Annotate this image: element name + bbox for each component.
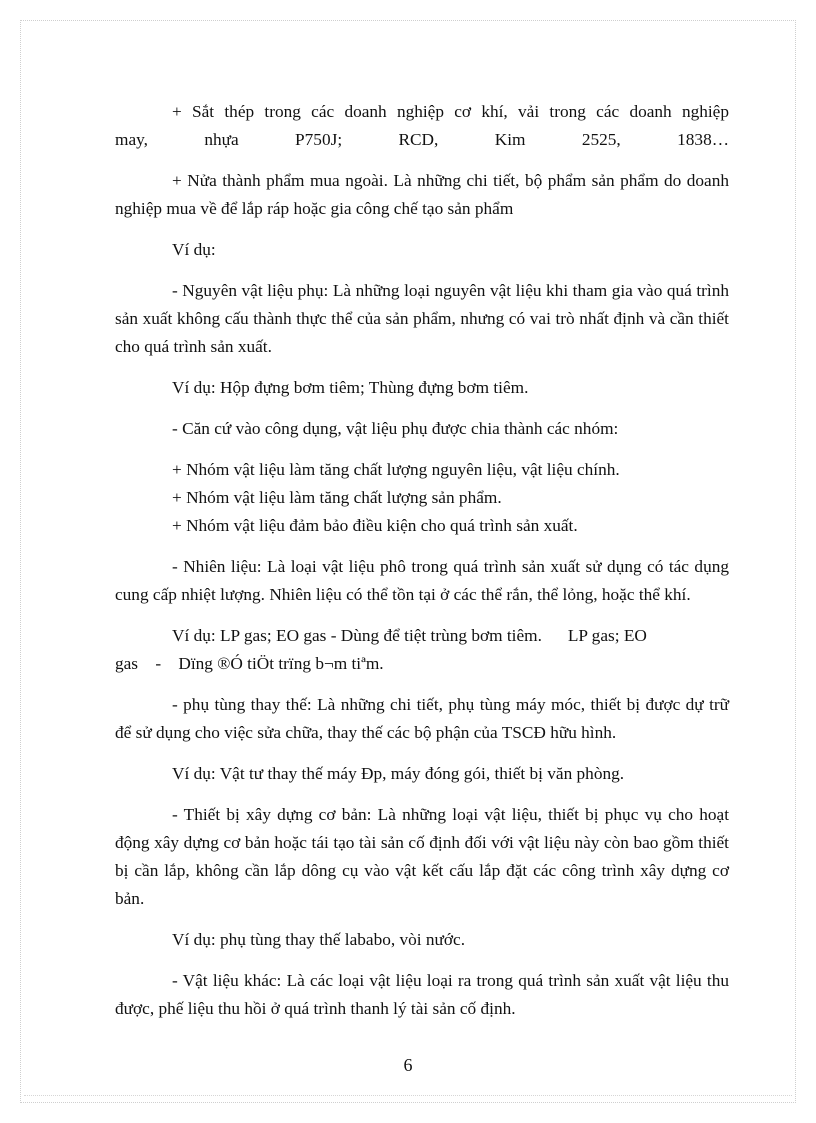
paragraph-1-line-1: + Sắt thép trong các doanh nghiệp cơ khí, vải trong các doanh nghiệp bbox=[172, 102, 729, 121]
footer-divider bbox=[24, 1095, 792, 1096]
paragraph-16: - Vật liệu khác: Là các loại vật liệu loại ra trong quá trình sản xuất vật liệu thu được, phế liệu thu hồi ở quá trình thanh lý tài sản cố định. bbox=[115, 971, 729, 1018]
paragraph-6: - Căn cứ vào công dụng, vật liệu phụ được chia thành các nhóm: bbox=[172, 419, 619, 438]
paragraph-13: Ví dụ: Vật tư thay thế máy Đp, máy đóng gói, thiết bị văn phòng. bbox=[172, 764, 625, 783]
paragraph-9: + Nhóm vật liệu đảm bảo điều kiện cho quá trình sản xuất. bbox=[172, 516, 578, 535]
paragraph-15: Ví dụ: phụ tùng thay thế lababo, vòi nước. bbox=[172, 930, 466, 949]
paragraph-10: - Nhiên liệu: Là loại vật liệu phô trong quá trình sản xuất sử dụng có tác dụng cung cấp nhiệt lượng. Nhiên liệu có thể tồn tại ở các thể rắn, thể lỏng, hoặc thể khí. bbox=[115, 557, 729, 604]
document-body bbox=[115, 98, 729, 1036]
paragraph-8: + Nhóm vật liệu làm tăng chất lượng sản phẩm. bbox=[172, 488, 502, 507]
paragraph-2: + Nửa thành phẩm mua ngoài. Là những chi tiết, bộ phẩm sản phẩm do doanh nghiệp mua về để lắp ráp hoặc gia công chế tạo sản phẩm bbox=[115, 171, 729, 218]
page-number: 6 bbox=[403, 1055, 413, 1075]
paragraph-11-line-2: gas - Dïng ®Ó tiÖt trïng b¬m tiªm. bbox=[115, 654, 384, 673]
paragraph-7: + Nhóm vật liệu làm tăng chất lượng nguyên liệu, vật liệu chính. bbox=[172, 460, 620, 479]
paragraph-5: Ví dụ: Hộp đựng bơm tiêm; Thùng đựng bơm tiêm. bbox=[172, 378, 529, 397]
paragraph-11-line-1: Ví dụ: LP gas; EO gas - Dùng để tiệt trùng bơm tiêm. LP gas; EO bbox=[172, 626, 647, 645]
paragraph-14: - Thiết bị xây dựng cơ bản: Là những loại vật liệu, thiết bị phục vụ cho hoạt động xây dựng cơ bản hoặc tái tạo tài sản cố định đối với vật liệu này còn bao gồm thiết bị cần lắp, không cần lắp dông cụ vào vật kết cấu lắp đặt các công trình xây dựng cơ bản. bbox=[115, 805, 729, 908]
paragraph-1-line-2: may, nhựa P750J; RCD, Kim 2525, 1838… bbox=[115, 130, 729, 149]
paragraph-12: - phụ tùng thay thế: Là những chi tiết, phụ tùng máy móc, thiết bị được dự trữ để sử dụng cho việc sửa chữa, thay thế các bộ phận của TSCĐ hữu hình. bbox=[115, 695, 729, 742]
paragraph-4: - Nguyên vật liệu phụ: Là những loại nguyên vật liệu khi tham gia vào quá trình sản xuất không cấu thành thực thể của sản phẩm, nhưng có vai trò nhất định và cần thiết cho quá trình sản xuất. bbox=[115, 281, 729, 356]
paragraph-3: Ví dụ: bbox=[172, 240, 216, 259]
